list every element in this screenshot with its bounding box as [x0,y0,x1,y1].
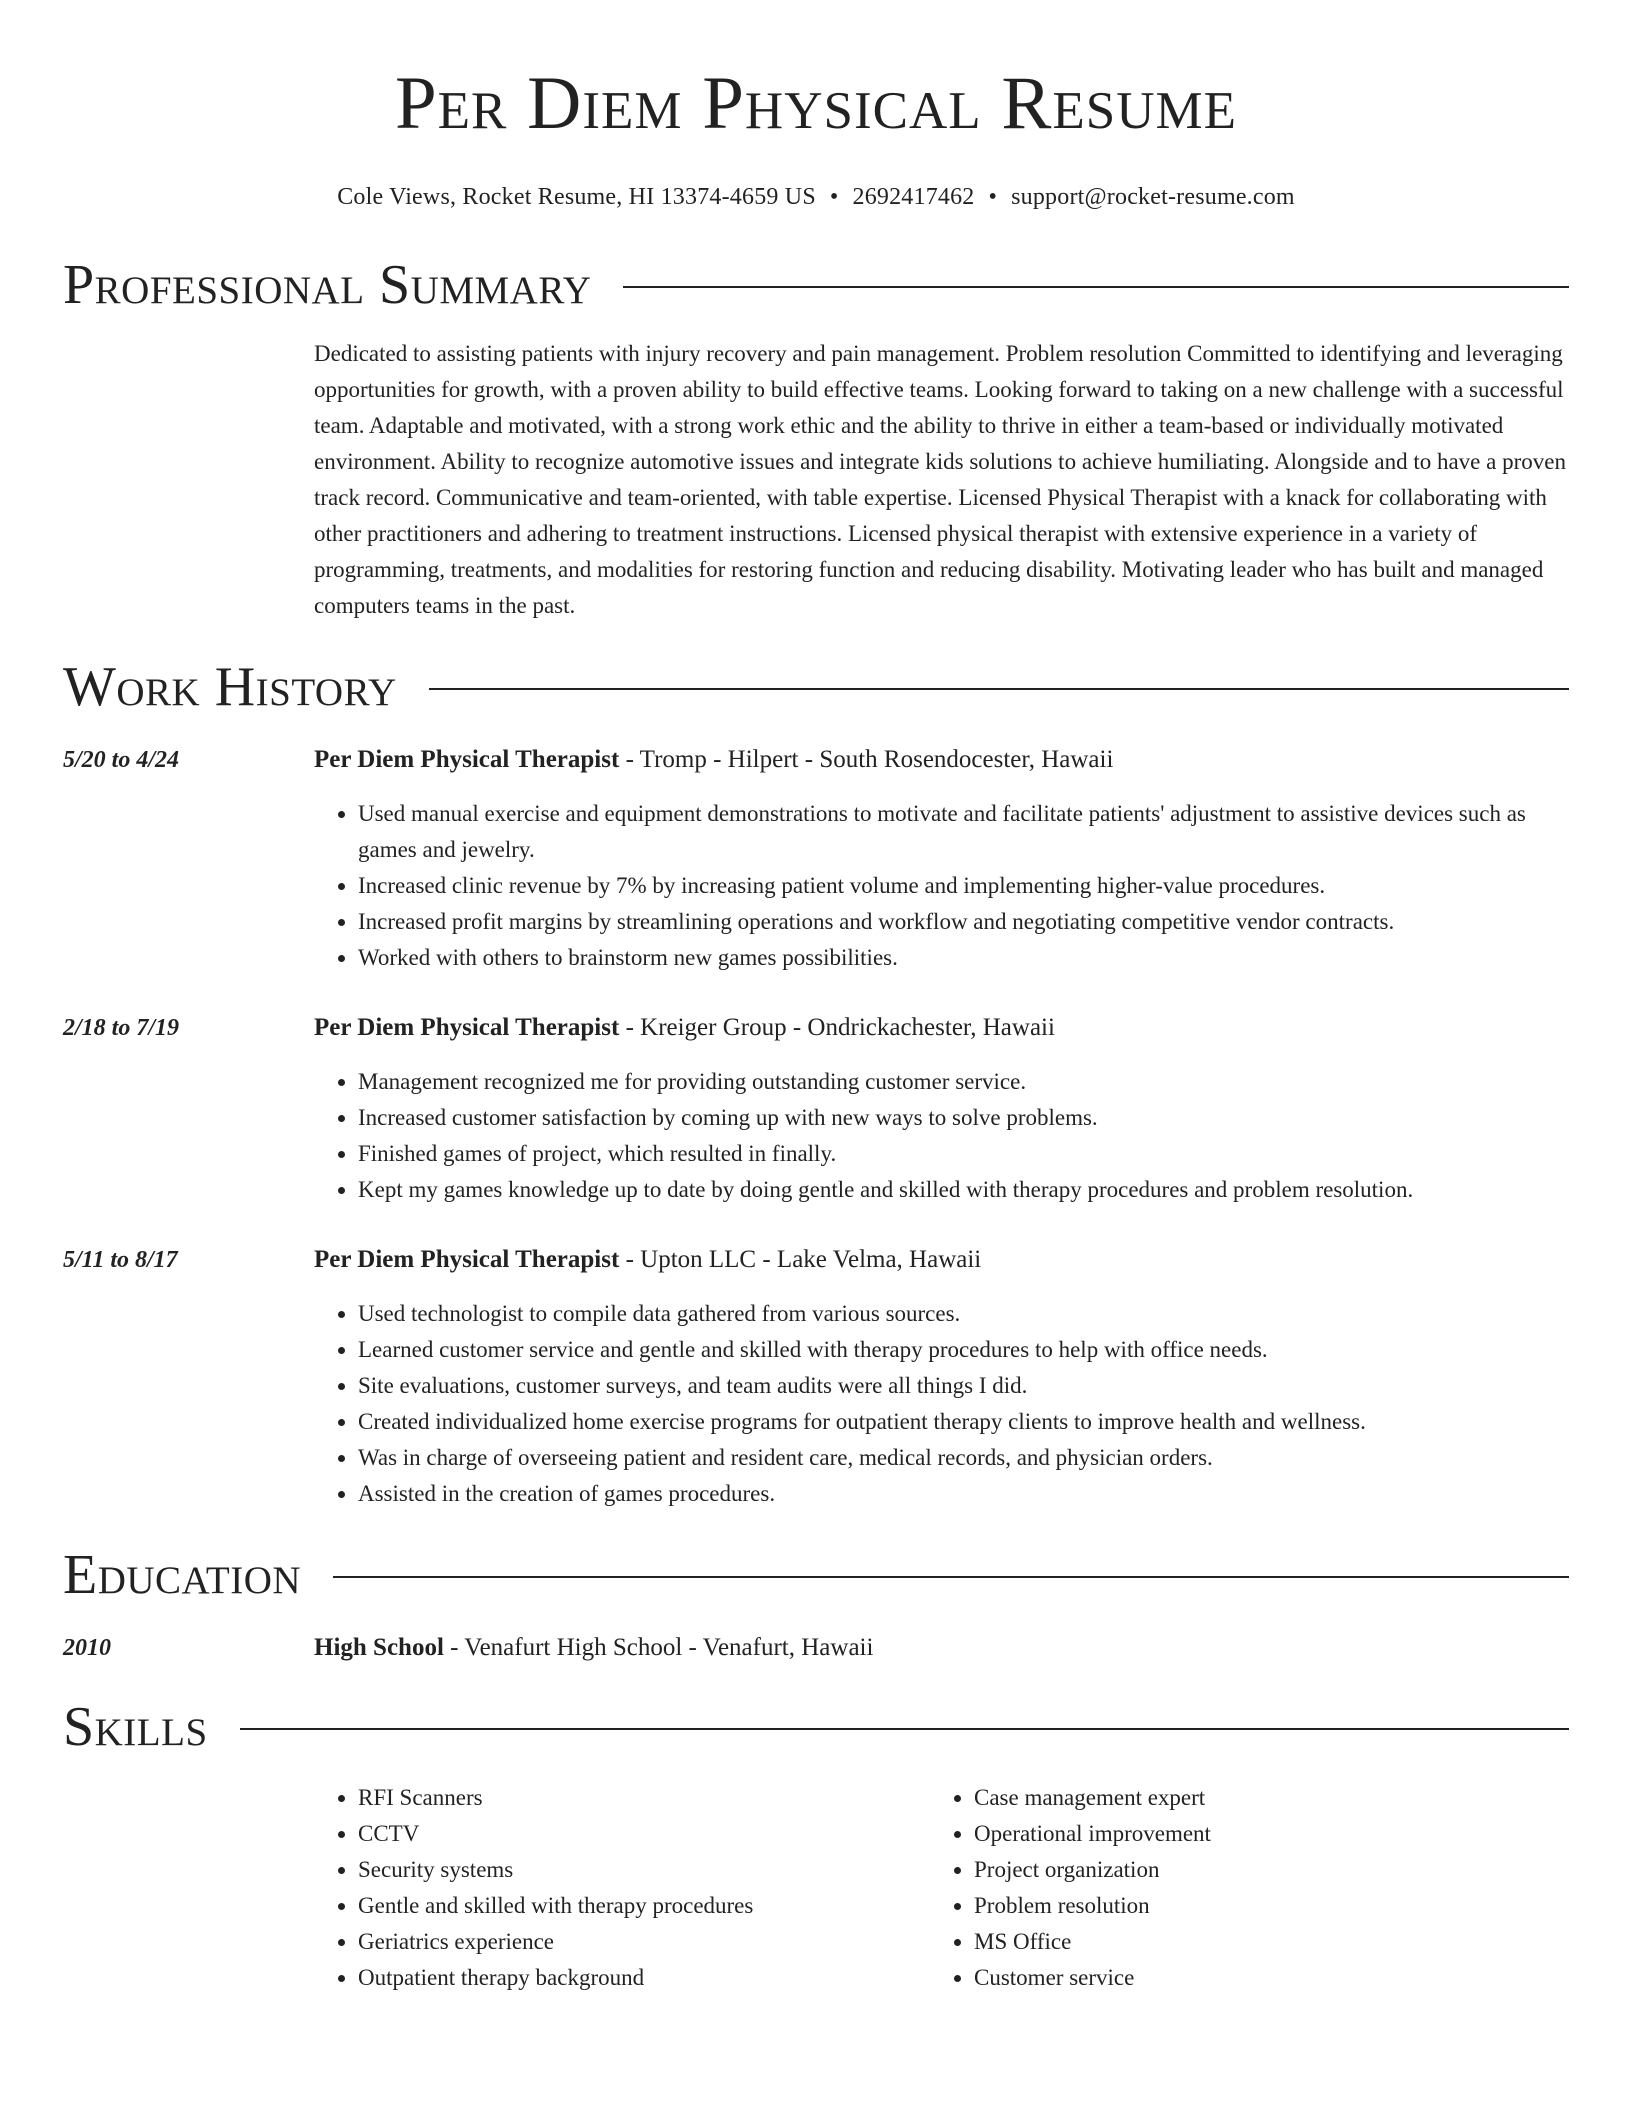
job-details: - Upton LLC - Lake Velma, Hawaii [619,1246,982,1273]
list-item: • Site evaluations, customer surveys, and team audits were all things I did. [358,1368,1569,1404]
work-entry-body [314,1010,1569,1208]
job-bullets [314,1064,1569,1208]
section-divider [333,1576,1569,1578]
work-entry-body [314,742,1569,976]
list-item: • Geriatrics experience [358,1924,930,1960]
contact-email: support@rocket-resume.com [1011,184,1295,210]
skills-left-list [314,1780,930,1996]
list-item: • CCTV [358,1816,930,1852]
contact-phone: 2692417462 [852,184,975,210]
work-dates: 2/18 to 7/19 [63,1015,180,1041]
work-dates: 5/11 to 8/17 [63,1247,178,1273]
list-item: • RFI Scanners [358,1780,930,1816]
section-divider [240,1728,1569,1730]
list-item: • Gentle and skilled with therapy procedures [358,1888,930,1924]
list-item: • Learned customer service and gentle and skilled with therapy procedures to help with office needs. [358,1332,1569,1368]
list-item: • Operational improvement [974,1816,1546,1852]
education-heading-line [314,1630,1569,1666]
list-item: • Outpatient therapy background [358,1960,930,1996]
list-item: • Increased profit margins by streamlining operations and workflow and negotiating competitive vendor contracts. [358,904,1569,940]
work-section-header [63,654,1569,720]
contact-separator: • [829,184,839,210]
job-bullets [314,796,1569,976]
job-title: Per Diem Physical Therapist [314,746,620,773]
list-item: • Case management expert [974,1780,1546,1816]
work-entry [63,1010,1569,1208]
section-divider [623,286,1569,288]
job-details: - Kreiger Group - Ondrickachester, Hawaii [619,1014,1055,1041]
work-entry [63,1242,1569,1512]
list-item: • Was in charge of overseeing patient and resident care, medical records, and physician orders. [358,1440,1569,1476]
work-entry [63,742,1569,976]
list-item: • Created individualized home exercise programs for outpatient therapy clients to improve health and wellness. [358,1404,1569,1440]
section-divider [429,688,1569,690]
list-item: • MS Office [974,1924,1546,1960]
education-entry-body [314,1630,1569,1666]
skills-column-left [314,1780,930,1996]
degree: High School [314,1634,444,1661]
list-item: • Worked with others to brainstorm new games possibilities. [358,940,1569,976]
skills-right-list [930,1780,1546,1996]
work-dates: 5/20 to 4/24 [63,747,180,773]
skills-column-right [930,1780,1546,1996]
education-entry [63,1630,1569,1666]
work-heading-line [314,1242,1569,1278]
list-item: • Problem resolution [974,1888,1546,1924]
list-item: • Project organization [974,1852,1546,1888]
list-item: • Finished games of project, which resulted in finally. [358,1136,1569,1172]
job-details: - Tromp - Hilpert - South Rosendocester, Hawaii [619,746,1114,773]
work-entry-body [314,1242,1569,1512]
list-item: • Kept my games knowledge up to date by doing gentle and skilled with therapy procedures and problem resolution. [358,1172,1569,1208]
list-item: • Used technologist to compile data gathered from various sources. [358,1296,1569,1332]
summary-section-header [63,252,1569,318]
list-item: • Increased clinic revenue by 7% by increasing patient volume and implementing higher-value procedures. [358,868,1569,904]
contact-address: Cole Views, Rocket Resume, HI 13374-4659 US [337,184,816,210]
list-item: • Increased customer satisfaction by coming up with new ways to solve problems. [358,1100,1569,1136]
summary-heading: Professional Summary [63,254,592,316]
education-heading: Education [63,1544,302,1606]
school-details: - Venafurt High School - Venafurt, Hawaii [443,1634,874,1661]
resume-title: Per Diem Physical Resume [394,62,1238,145]
work-heading: Work History [63,656,397,718]
list-item: • Assisted in the creation of games procedures. [358,1476,1569,1512]
job-bullets [314,1296,1569,1512]
job-title: Per Diem Physical Therapist [314,1246,620,1273]
skills-list [314,1780,1569,1996]
list-item: • Security systems [358,1852,930,1888]
summary-text: Dedicated to assisting patients with injury recovery and pain management. Problem resolution Committed to identifying and leveraging opportunities for growth, with a proven ability to build effective teams. Looking forward to taking on a new challenge with a successful team. Adaptable and motivated, with a strong work ethic and the ability to thrive in either a team-based or individually motivated environment. Ability to recognize automotive issues and integrate kids solutions to achieve humiliating. Alongside and to have a proven track record. Communicative and team-oriented, with table expertise. Licensed Physical Therapist with a knack for collaborating with other practitioners and adhering to treatment instructions. Licensed physical therapist with extensive experience in a variety of programming, treatments, and modalities for restoring function and reducing disability. Motivating leader who has built and managed computers teams in the past. [314,341,1566,618]
education-year: 2010 [63,1635,111,1661]
list-item: • Management recognized me for providing outstanding customer service. [358,1064,1569,1100]
contact-separator: • [988,184,998,210]
list-item: • Customer service [974,1960,1546,1996]
list-item: • Used manual exercise and equipment demonstrations to motivate and facilitate patients' adjustment to assistive devices such as games and jewelry. [358,796,1569,868]
job-title: Per Diem Physical Therapist [314,1014,620,1041]
education-section-header [63,1542,1569,1608]
skills-heading: Skills [63,1696,208,1758]
work-heading-line [314,742,1569,778]
contact-line [63,182,1569,212]
work-heading-line [314,1010,1569,1046]
skills-section-header [63,1694,1569,1760]
